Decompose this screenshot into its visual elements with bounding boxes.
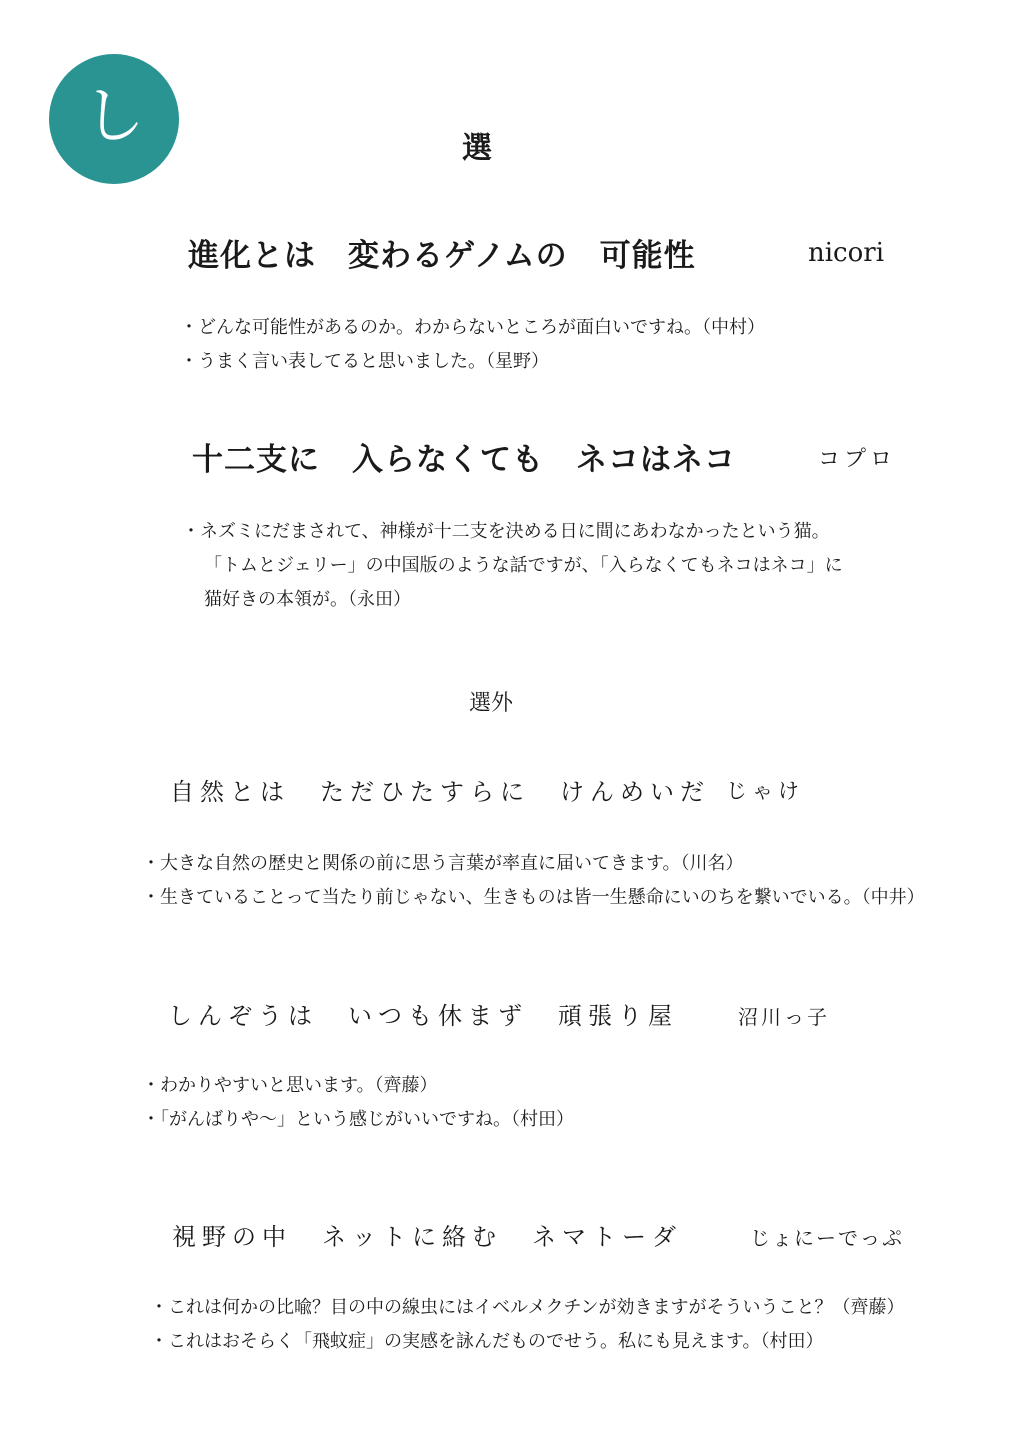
comment: ・これは何かの比喩？目の中の線虫にはイベルメクチンが効きますがそういうこと？（齊藤） [150,1297,905,1318]
haiku-text: 十二支に 入らなくても ネコはネコ [192,442,736,478]
comment-list [142,847,925,915]
comment: ・うまく言い表してると思いました。（星野） [180,351,549,372]
comment: 猫好きの本領が。（永田） [204,589,411,610]
haiku-entry [172,1217,682,1252]
selected-heading: 選 [462,131,492,166]
comment: ・わかりやすいと思います。（齊藤） [142,1075,438,1096]
haiku-author: nicori [808,238,885,268]
haiku-author: 沼川っ子 [738,1005,830,1029]
haiku-entry [170,772,710,807]
haiku-entry [168,996,678,1031]
comment-list [150,1291,905,1359]
badge-letter: し [82,79,145,152]
haiku-text: 視野の中 ネットに絡む ネマトーダ [172,1223,682,1251]
excluded-heading: 選外 [468,691,513,716]
haiku-text: 自然とは ただひたすらに けんめいだ [170,778,710,806]
haiku-text: 進化とは 変わるゲノムの 可能性 [188,238,696,274]
haiku-author: じょにーでっぷ [750,1226,904,1250]
comment-list [142,1069,574,1137]
haiku-entry [188,230,696,275]
comment: ・どんな可能性があるのか。わからないところが面白いですね。（中村） [180,317,765,338]
haiku-author: コプロ [818,447,897,472]
comment-list [180,311,765,379]
comment: ・これはおそらく「飛蚊症」の実感を詠んだものでせう。私にも見えます。（村田） [150,1331,824,1352]
haiku-text: しんぞうは いつも休まず 頑張り屋 [168,1002,678,1030]
comment-list [182,515,843,617]
comment: 「トムとジェリー」の中国版のような話ですが、「入らなくてもネコはネコ」に [204,555,843,576]
haiku-entry [192,434,736,479]
comment: ・「がんばりや〜」という感じがいいですね。（村田） [142,1109,574,1130]
comment: ・ネズミにだまされて、神様が十二支を決める日に間にあわなかったという猫。 [182,521,830,542]
comment: ・生きていることって当たり前じゃない、生きものは皆一生懸命にいのちを繋いでいる。（中井） [142,887,925,908]
comment: ・大きな自然の歴史と関係の前に思う言葉が率直に届いてきます。（川名） [142,853,744,874]
haiku-author: じゃけ [726,779,804,803]
